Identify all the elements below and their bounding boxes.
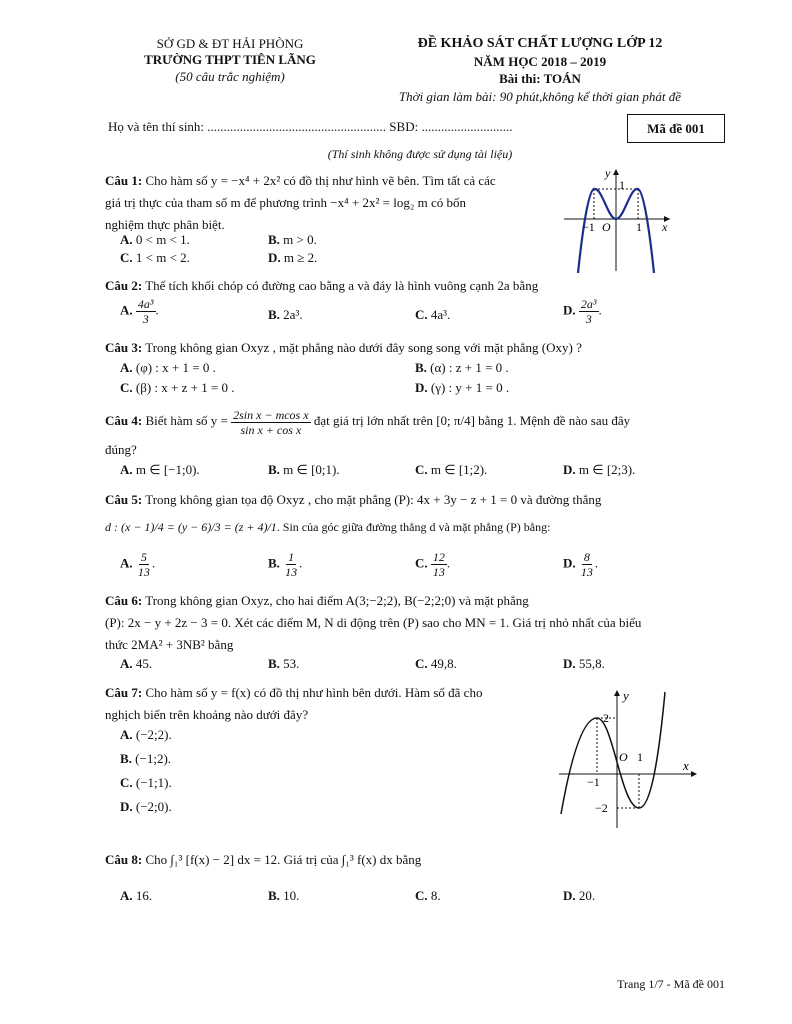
question-text: Cho hàm số y = −x⁴ + 2x² có đồ thị như hình vẽ bên. Tìm tất cả các bbox=[145, 173, 496, 188]
y-label: y bbox=[623, 688, 629, 703]
question-4: Câu 4: Biết hàm số y = $\frac{\text{2sin x − mcos x}}{\text{sin x + cos x}}$ đạt giá trị lớn nhất trên [0; π/4] bằng 1. Mệnh đề nào sau đây bbox=[105, 407, 631, 437]
option-d[interactable]: D. 20. bbox=[563, 888, 596, 903]
option-c[interactable]: C. (−1;1). bbox=[120, 775, 172, 790]
x-label: x bbox=[683, 758, 689, 773]
graph-quartic bbox=[558, 165, 678, 275]
option-d[interactable]: D. $\frac{8}{13}$ . bbox=[563, 550, 599, 579]
option-c[interactable]: C. 1 < m < 2. bbox=[120, 250, 190, 265]
origin-label: O bbox=[619, 750, 628, 764]
tick-label: 1 bbox=[637, 750, 643, 764]
option-d[interactable]: D. m ∈ [2;3). bbox=[563, 462, 636, 477]
question-8: Câu 8: Cho ∫₁³ [f(x) − 2] dx = 12. Giá trị của ∫₁³ f(x) dx bằng bbox=[105, 852, 422, 867]
exam-title: ĐỀ KHẢO SÁT CHẤT LƯỢNG LỚP 12 bbox=[417, 36, 663, 51]
question-label: Câu 1: bbox=[105, 173, 143, 188]
option-b[interactable]: B. 2a³. bbox=[268, 307, 303, 322]
question-text: giá trị thực của tham số m để phương trình −x⁴ + 2x² = log₂ m có bốn bbox=[105, 195, 467, 210]
subject: Bài thi: TOÁN bbox=[499, 71, 581, 86]
origin-label: O bbox=[602, 220, 611, 234]
option-c[interactable]: C. m ∈ [1;2). bbox=[415, 462, 488, 477]
question-count: (50 câu trắc nghiệm) bbox=[175, 69, 285, 84]
option-a[interactable]: A. 0 < m < 1. bbox=[120, 232, 190, 247]
option-b[interactable]: B. 53. bbox=[268, 656, 300, 671]
option-d[interactable]: D. m ≥ 2. bbox=[268, 250, 318, 265]
question-1 bbox=[105, 170, 555, 236]
question-5: Câu 5: Trong không gian tọa độ Oxyz , cho mặt phẳng (P): 4x + 3y − z + 1 = 0 và đường thẳng bbox=[105, 492, 602, 507]
no-materials-note: (Thí sinh không được sử dụng tài liệu) bbox=[327, 147, 513, 161]
option-c[interactable]: C. $\frac{12}{13}$ . bbox=[415, 550, 451, 579]
question-text: d : (x − 1)/4 = (y − 6)/3 = (z + 4)/1. Sin của góc giữa đường thẳng d và mặt phẳng (P) bằng: bbox=[105, 520, 551, 534]
option-a[interactable]: A. (φ) : x + 1 = 0 . bbox=[120, 360, 216, 375]
y-label: y bbox=[605, 166, 611, 180]
question-3: Câu 3: Trong không gian Oxyz , mặt phẳng nào dưới đây song song với mặt phẳng (Oxy) ? bbox=[105, 340, 582, 355]
x-label: x bbox=[662, 220, 668, 234]
tick-label: −1 bbox=[587, 775, 600, 789]
name-line: Họ và tên thí sinh: ....................................................... SBD: ............................ bbox=[108, 119, 513, 134]
option-d[interactable]: D. 55,8. bbox=[563, 656, 605, 671]
option-c[interactable]: C. 8. bbox=[415, 888, 441, 903]
dept-name: SỞ GD & ĐT HẢI PHÒNG bbox=[156, 36, 304, 51]
option-b[interactable]: B. $\frac{1}{13}$ . bbox=[268, 550, 303, 579]
tick-label: −2 bbox=[595, 801, 608, 815]
question-7: Câu 7: Cho hàm số y = f(x) có đồ thị như hình bên dưới. Hàm số đã cho nghịch biến trên khoảng nào dưới đây? bbox=[105, 685, 483, 722]
page-footer: Trang 1/7 - Mã đề 001 bbox=[617, 977, 725, 991]
tick-label: 2 bbox=[603, 711, 609, 725]
option-d[interactable]: D. (−2;0). bbox=[120, 799, 172, 814]
graph-cubic bbox=[555, 686, 705, 832]
question-text: đúng? bbox=[105, 442, 137, 457]
option-a[interactable]: A. m ∈ [−1;0). bbox=[120, 462, 200, 477]
option-b[interactable]: B. m ∈ [0;1). bbox=[268, 462, 340, 477]
curve bbox=[561, 692, 665, 814]
tick-label: 1 bbox=[636, 220, 642, 234]
tick-label: −1 bbox=[582, 220, 595, 234]
exam-time: Thời gian làm bài: 90 phút,không kể thời gian phát đề bbox=[398, 89, 682, 104]
option-d[interactable]: D. (γ) : y + 1 = 0 . bbox=[415, 380, 510, 395]
option-a[interactable]: A. 45. bbox=[120, 656, 153, 671]
option-c[interactable]: C. 49,8. bbox=[415, 656, 457, 671]
option-a[interactable]: A. (−2;2). bbox=[120, 727, 172, 742]
question-6: Câu 6: Trong không gian Oxyz, cho hai điểm A(3;−2;2), B(−2;2;0) và mặt phẳng (P): 2x − y + 2z − 3 = 0. Xét các điểm M, N di động trên (P) sao cho MN = 1. Giá trị nhỏ nhất của biểu thức 2MA² + 3NB² bằng bbox=[105, 593, 642, 652]
option-c[interactable]: C. 4a³. bbox=[415, 307, 451, 322]
option-a[interactable]: A. $\frac{\text{4a³}}{3}$ . bbox=[120, 297, 159, 326]
option-a[interactable]: A. $\frac{5}{13}$ . bbox=[120, 550, 156, 579]
exam-code-box: Mã đề 001 bbox=[627, 114, 725, 143]
school-year: NĂM HỌC 2018 – 2019 bbox=[473, 54, 607, 69]
tick-label: 1 bbox=[619, 178, 625, 192]
option-a[interactable]: A. 16. bbox=[120, 888, 153, 903]
question-2: Câu 2: Thể tích khối chóp có đường cao bằng a và đáy là hình vuông cạnh 2a bằng bbox=[105, 278, 539, 293]
option-b[interactable]: B. (α) : z + 1 = 0 . bbox=[415, 360, 509, 375]
option-b[interactable]: B. m > 0. bbox=[268, 232, 317, 247]
option-b[interactable]: B. (−1;2). bbox=[120, 751, 172, 766]
question-text: nghiệm thực phân biệt. bbox=[105, 217, 225, 232]
option-c[interactable]: C. (β) : x + z + 1 = 0 . bbox=[120, 380, 235, 395]
option-b[interactable]: B. 10. bbox=[268, 888, 300, 903]
school-name: TRƯỜNG THPT TIÊN LÃNG bbox=[144, 52, 316, 67]
option-d[interactable]: D. $\frac{\text{2a³}}{3}$ . bbox=[563, 297, 602, 326]
